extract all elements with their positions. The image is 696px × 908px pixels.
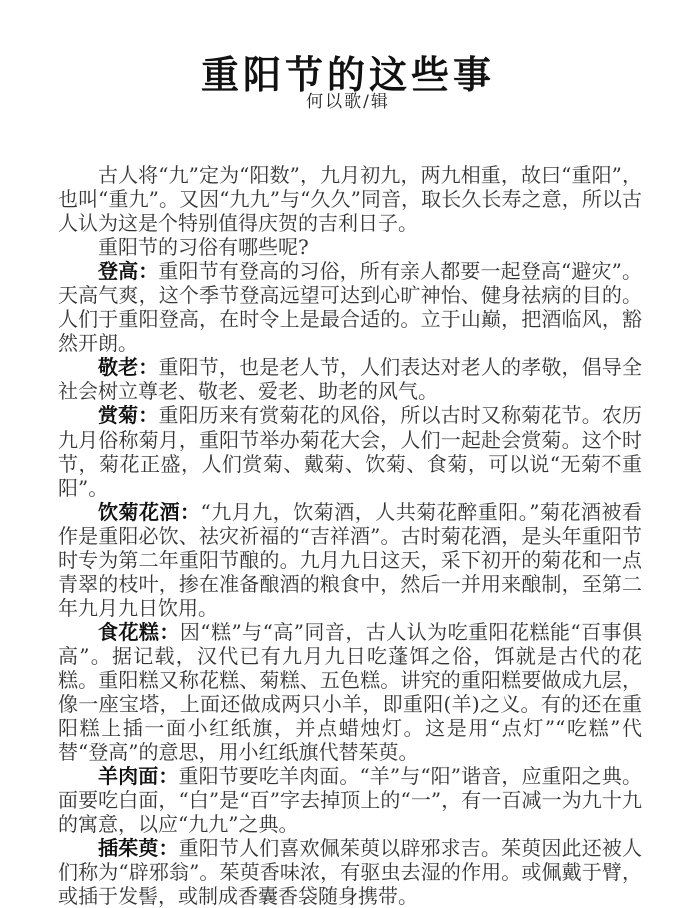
article-title: 重阳节的这些事 — [200, 52, 495, 98]
paragraph-label: 敬老： — [98, 355, 159, 380]
paragraph-text: 重阳节人们喜欢佩茱萸以辟邪求吉。茱萸因此还被人们称为“辟邪翁”。茱萸香味浓，有驱虫去湿的作用。或佩戴于臂，或插于发髻，或制成香囊香袋随身携带。 — [58, 836, 643, 908]
paragraph-intro — [58, 163, 642, 235]
paragraph-denggao — [58, 259, 642, 355]
paragraph-text: “九月九，饮菊酒，人共菊花醉重阳。”菊花酒被看作是重阳必饮、祛灾祈福的“吉祥酒”。古时菊花酒，是头年重阳节时专为第二年重阳节酿的。九月九日这天，采下初开的菊花和一点青翠的枝叶，掺在准备酿酒的粮食中，然后一并用来酿制，至第二年九月九日饮用。 — [58, 499, 643, 620]
paragraph-chazhuyu — [58, 836, 642, 908]
paragraph-text: 重阳节，也是老人节，人们表达对老人的孝敬，倡导全社会树立尊老、敬老、爱老、助老的风气。 — [58, 355, 643, 404]
article-body — [58, 163, 642, 908]
paragraph-label: 赏菊： — [98, 403, 159, 428]
paragraph-jinglao — [58, 355, 642, 403]
paragraph-yinjuhuajiu — [58, 500, 642, 620]
paragraph-text: 重阳节的习俗有哪些呢? — [98, 235, 309, 260]
paragraph-text: 古人将“九”定为“阳数”，九月初九，两九相重，故曰“重阳”，也叫“重九”。又因“九九”与“久久”同音，取长久长寿之意，所以古人认为这是个特别值得庆贺的吉利日子。 — [58, 163, 642, 236]
paragraph-label: 羊肉面： — [98, 764, 179, 789]
paragraph-shihuagao — [58, 620, 642, 764]
paragraph-shangju — [58, 403, 642, 499]
paragraph-label: 登高： — [98, 259, 159, 284]
paragraph-question — [58, 235, 642, 259]
paragraph-text: 重阳节要吃羊肉面。“羊”与“阳”谐音，应重阳之典。面要吃白面，“白”是“百”字去掉顶上的“一”，有一百减一为九十九的寓意，以应“九九”之典。 — [58, 764, 643, 837]
paragraph-label: 食花糕： — [98, 619, 180, 644]
paragraph-text: 重阳节有登高的习俗，所有亲人都要一起登高“避灾”。天高气爽，这个季节登高远望可达到心旷神怡、健身祛病的目的。人们于重阳登高，在时令上是最合适的。立于山巅，把酒临风，豁然开朗。 — [58, 259, 643, 356]
paragraph-yangroumian — [58, 764, 642, 836]
paragraph-label: 插茱萸： — [98, 836, 179, 861]
paragraph-text: 重阳历来有赏菊花的风俗，所以古时又称菊花节。农历九月俗称菊月，重阳节举办菊花大会，人们一起赴会赏菊。这个时节，菊花正盛，人们赏菊、戴菊、饮菊、食菊，可以说“无菊不重阳”。 — [58, 403, 643, 500]
paragraph-text: 因“糕”与“高”同音，古人认为吃重阳花糕能“百事俱高”。据记载，汉代已有九月九日吃蓬饵之俗，饵就是古代的花糕。重阳糕又称花糕、菊糕、五色糕。讲究的重阳糕要做成九层，像一座宝塔，上面还做成两只小羊，即重阳(羊)之义。有的还在重阳糕上插一面小红纸旗，并点蜡烛灯。这是用“点灯”“吃糕”代替“登高”的意思，用小红纸旗代替茱萸。 — [58, 619, 643, 765]
paragraph-label: 饮菊花酒： — [98, 499, 201, 524]
article-byline: 何以歌/辑 — [306, 92, 390, 112]
